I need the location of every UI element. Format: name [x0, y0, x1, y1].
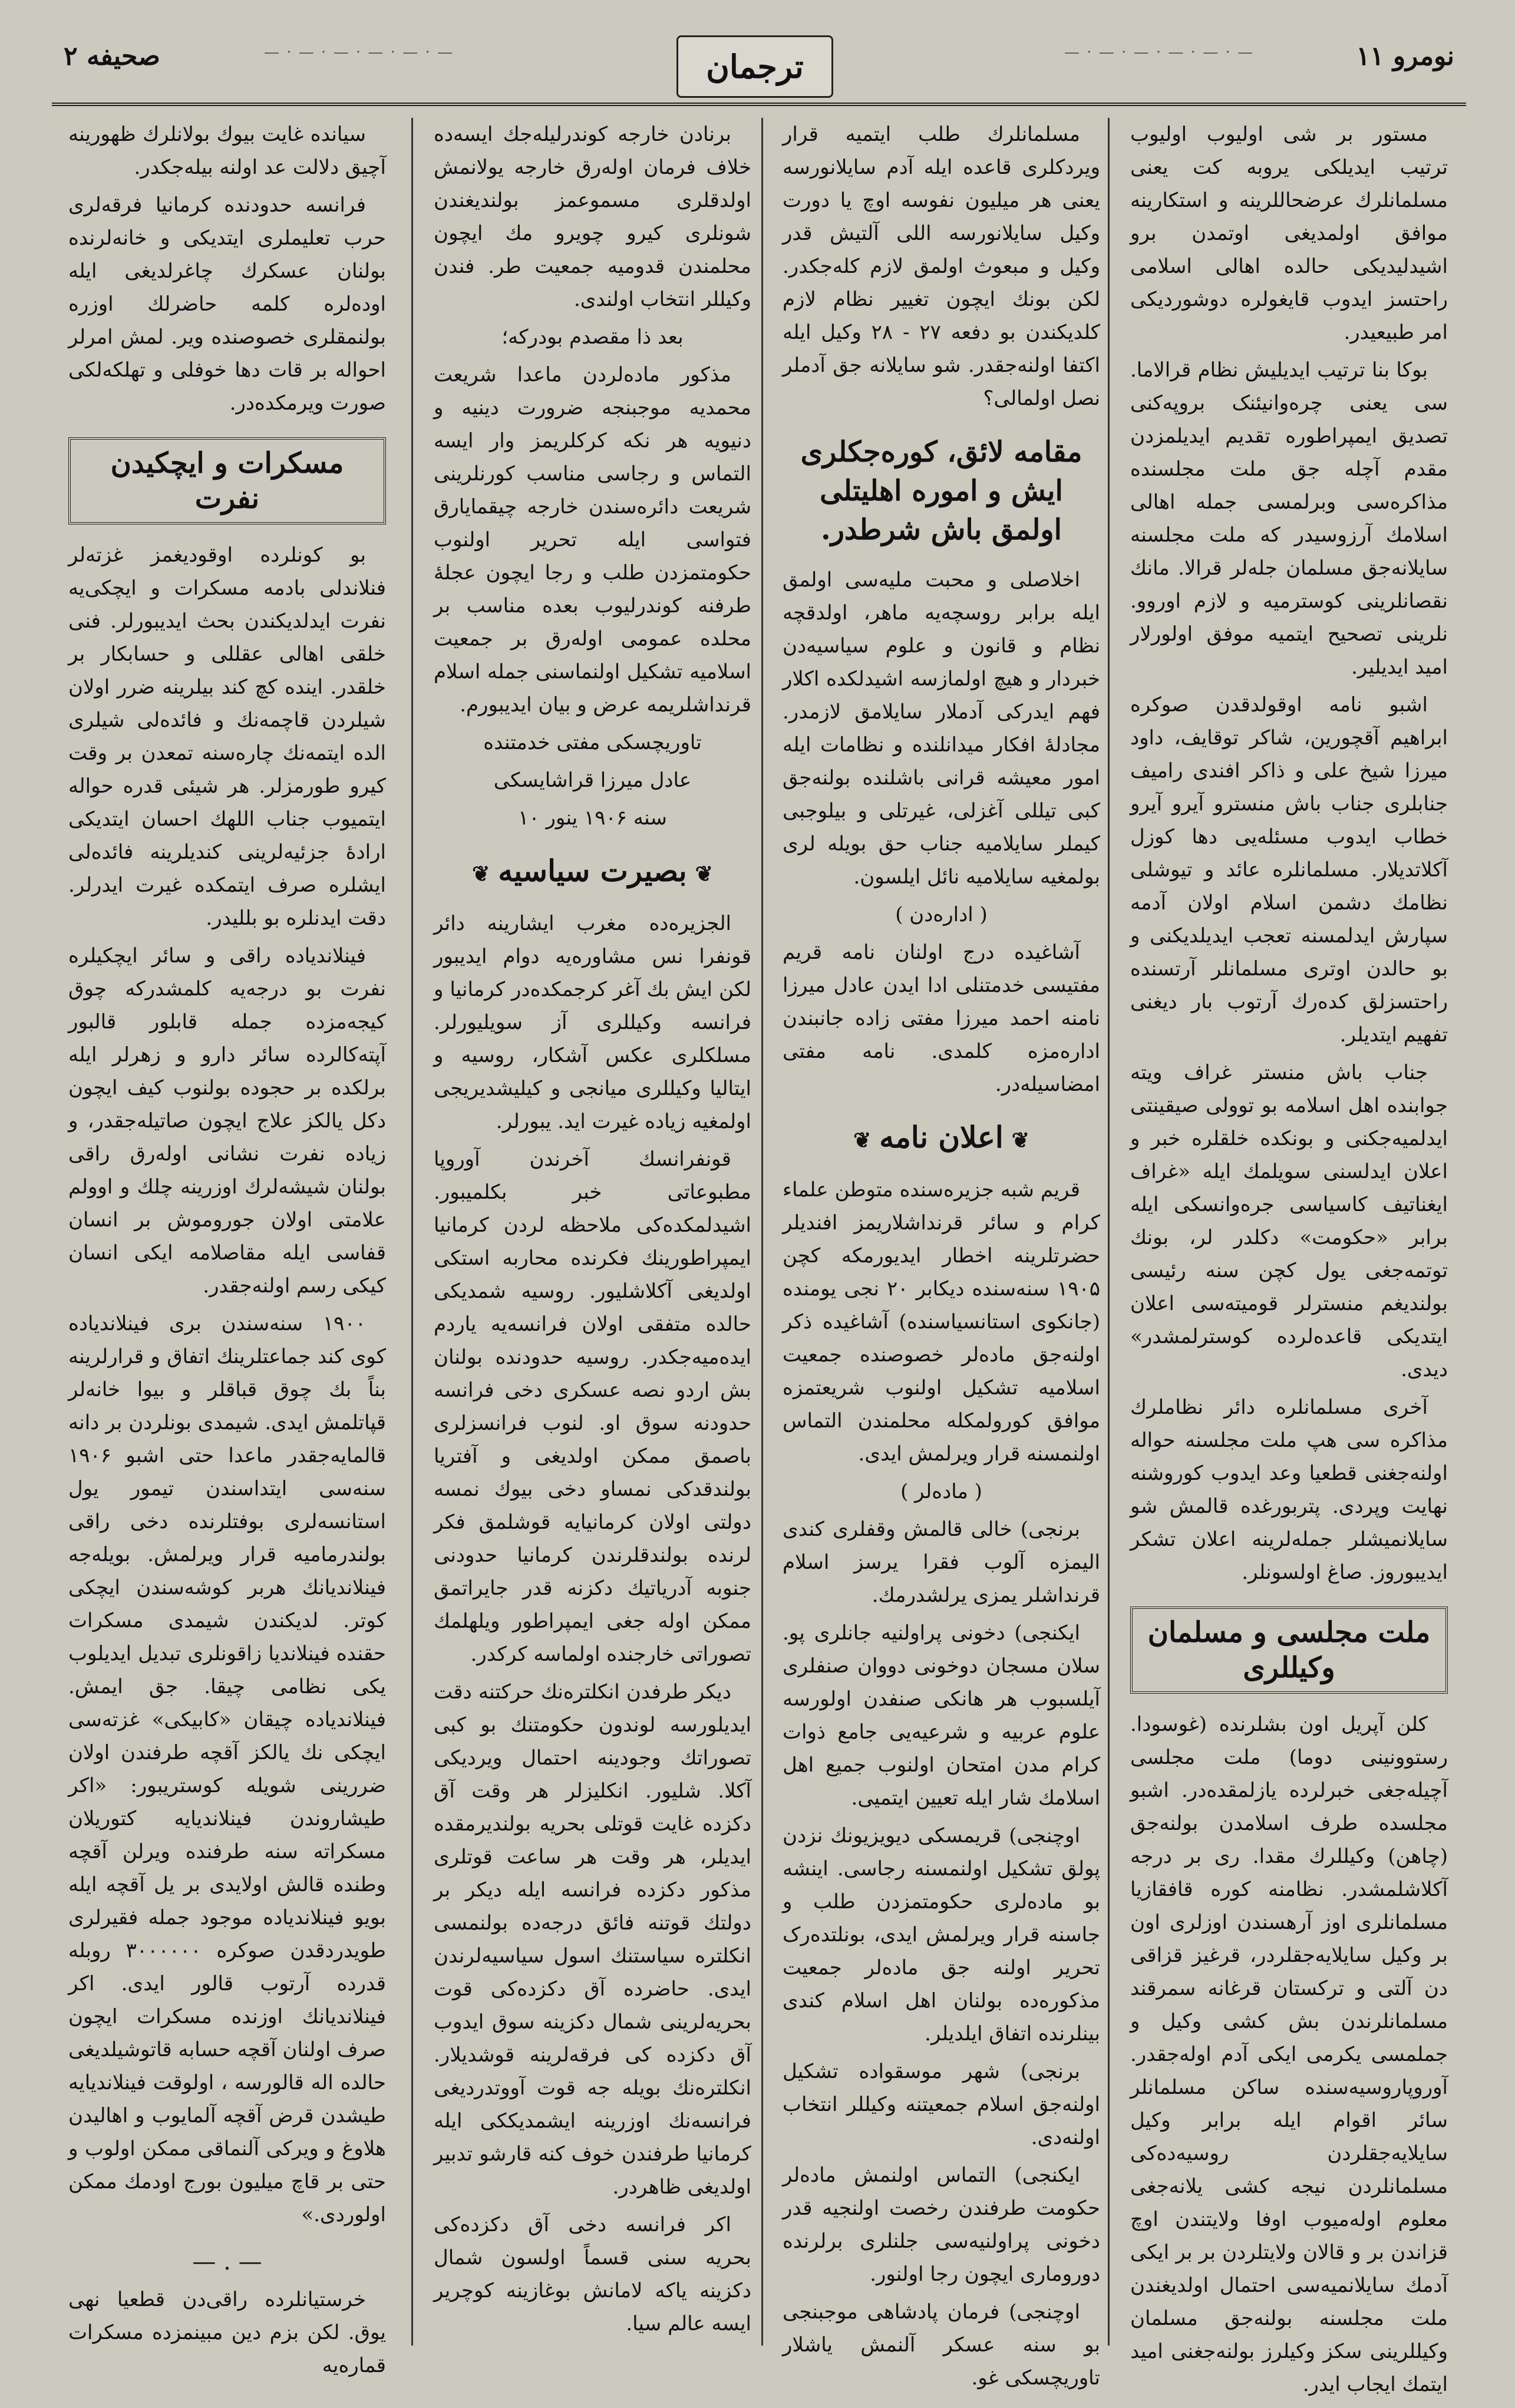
article-paragraph: دیکر طرفدن انکلتره‌نك حرکتنه دقت ایدیلورسه لوندون حکومتنك بو کبی تصوراتك وجودینه احتمال ویردیکی آکلا. شلیور. انکلیزلر هر وقت آق دکزده غایت قوتلی بحریه بولندیرمقده ایدیلر، هر وقت هر ساعت قوتلری مذکور دکزده فرانسه ایله دیکر بر دولتك قوتنه فائق درجه‌ده بولنمسی انکلتره سیاستنك اسول سیاسیه‌لرندن ایدی. حاضرده آق دکزده‌کی قوت بحریه‌لرینی شمال دکزینه سوق ایدوب آق دکزده کی فرقه‌لرینه قوشدیلار. انکلتره‌نك بویله جه قوت آووتدردیغی فرانسه‌نك اوزرینه ایشمدیککی ایله کرمانیا طرفندن خوف کنه قارشو تدبیر اولدیغی ظاهردر. — [434, 1680, 751, 2199]
article-paragraph: جناب باش منستر غراف ویته جوابنده اهل اسلامه بو توولی صیقینتی ایدلمیه‌جکنی و بونکده خلقلره خبر و اعلان ایدلسنی سویلمك ایله «غراف ایغناتیف کاسیاسی جره‌وانسکی ایله برابر «حکومت» دکلدر لر، بونك توتمه‌جغی یول کچن سنه رئیسی بولندیغم منسترلر قومیته‌سی اعلان ایتدیکی قاعده‌لرده کوسترلمشدر» دیدی. — [1130, 1061, 1448, 1381]
article-paragraph: الجزیره‌ده مغرب ایشارینه دائر قونفرا نس مشاوره‌یه دوام ایدیبور لکن ایش بك آغر کرجمکده‌در کرمانیا و فرانسه وکیللری آز سویلیورلر. مسلکلری عکس آشکار، روسیه و ایتالیا وکیللری میانجی و کیلیشدیریجی اولمغیه زیاده غیرت اید. یبورلر. — [434, 912, 751, 1133]
bold-heading: مقامه لائق، کوره‌جکلری ایش و اموره اهلیتلی اولمق باش شرطدر. — [800, 436, 1082, 546]
section-title-basiret-siyasiye — [434, 852, 751, 893]
page-number: صحیفه ۲ — [64, 41, 160, 71]
column-1 — [1125, 118, 1453, 2396]
article-paragraph: آشاغیده درج اولنان نامه قریم مفتیسی خدمتنلی ادا ایدن عادل میرزا نامنه احمد میرزا مفتی زاده جانبندن اداره‌مزه کلمدی. نامه مفتی امضاسیله‌در. — [783, 941, 1100, 1096]
masthead-decoration-right: — · — · — · — · — · — — [1064, 44, 1254, 61]
section-title-text: بصیرت سیاسیه — [498, 853, 687, 888]
article-paragraph: قریم شبه جزیره‌سنده متوطن علماء کرام و سائر قرنداشلاریمز افندیلر حضرتلرینه اخطار ایدیورمکه کچن ۱۹۰۵ سنه‌سنده دیکابر ۲۰ نجی یومنده (جانکوی استانسیاسنده) آشاغیده ذکر اولنه‌جق ماده‌لر خصوصنده جمعیت اسلامیه تشکیل اولنوب شریعتمزه موافق کورولمکله محلمندن التماس اولنمسنه قرار ویرلمش ایدی. — [783, 1178, 1100, 1466]
article-paragraph: آخری مسلمانلره دائر نظاملرك مذاکره سی هپ ملت مجلسنه حواله اولنه‌جغنی قطعیا وعد ایدوب کوروشنه نهایت وپردی. پتربورغده قالمش شو سایلانمیشلر جمله‌لرینه اعلان تشکر ایدیبوروز. صاغ اولسونلر. — [1130, 1396, 1448, 1584]
article-paragraph: اکر فرانسه دخی آق دکزده‌کی بحریه سنی قسماً اولسون شمال دکزینه یاکه لامانش بوغازینه کوچریر ایسه عالم سیا. — [434, 2213, 751, 2336]
subheading-maddeler: ( ماده‌لر ) — [900, 1480, 982, 1503]
signature-title: تاوریچسکی مفتی خدمتنده — [483, 731, 702, 754]
column-2 — [778, 118, 1105, 2390]
ornament-icon: ❦ — [695, 862, 713, 886]
ornament-icon: ❦ — [472, 862, 490, 886]
section-title-millet-meclisi: ملت مجلسی و مسلمان وکیللری — [1130, 1607, 1448, 1694]
article-paragraph: ۱۹۰۰ سنه‌سندن بری فینلاندیاده کوی کند جماعتلرینك اتفاق و قرارلرینه بناً بك چوق قباقلر و بیوا خانه‌لر قپاتلمش ایدی. شیمدی بونلردن بر دانه قالمایه‌جقدر ماعدا حتی اشبو ۱۹۰۶ سنه‌سی ایتداسندن تیمور یول استانسه‌لری بوفتلرنده دخی راقی بولندرمامیه قرار ویرلمش. بویله‌جه فینلاندیانك هربر کوشه‌سندن ایچکی کوتر. لدیکندن شیمدی مسکرات حقنده فینلاندیا زاقونلری تبدیل ایدیلوب یکی نظامی چیقا. جق ایمش. فینلاندیاده چیقان «کابیکی» غزته‌سی ایچکی نك یالکز آقچه طرفندن اولان ضررینی شویله کوستریبور: «اکر طیشاروندن فینلاندیایه کتوریلان مسکراته سنه طرفنده ویرلن آقچه وطنده قالش اولایدی بر یل آقچه ایله بویو فینلاندیاده موجود جمله فقیرلری طویدردقدن صوکره ۳۰۰۰۰۰۰ روبله قدرده آرتوب قالور ایدی. اکر فینلاندیانك اوزنده مسکرات ایچون صرف اولنان آقچه حسابه قاتوشیلدیغی حالده اله قالورسه ، اولوقت فینلاندیایه طیشدن قرض آقچه آلمایوب و اهالیدن هلاوغ و ویرکی آلنماقی ممکن اولوب و حتی بر قاچ میلیون بورج اودمك ممکن اولوردی.» — [68, 1312, 386, 2226]
list-item: ایکنجی) دخونی پراولنیه جانلری پو. سلان مسجان دوخونی دووان صنفلری آیلسبوب هر هانکی صنفدن اولورسه علوم عربیه و شرعیه‌یی جامع ذوات کرام مدن امتحان اولنوب جمیع اهل اسلامك شار ایله تعیین ایتمیی. — [783, 1621, 1100, 1810]
editorial-note: ( اداره‌دن ) — [895, 903, 988, 926]
column-4 — [64, 118, 391, 2377]
article-paragraph: مستور بر شی اولیوب اولیوب ترتیب ایدیلکی یروبه کت یعنی مسلمانلرك عرضحاللرینه و استکارینه موافق اولمدیغی اوتمدن برو اشیدلیدیکی حالده اهالی اسلامی راحتسز ایدوب قایغولره دوشوردیکی امر طبیعیدر. — [1130, 123, 1448, 344]
list-item: اوچنجی) فرمان پادشاهی موجبنجی بو سنه عسکر آلنمش یاشلار تاوریچسکی غو. — [783, 2300, 1100, 2390]
column-3 — [429, 118, 756, 2357]
article-paragraph: فرانسه حدودنده کرمانیا فرقه‌لری حرب تعلیملری ایتدیکی و خانه‌لرنده بولنان عسکرك چاغرلدیغی ایله اوده‌لره کلمه حاضرلك اوزره بولنمقلری خصوصنده ویر. لمش امرلر احواله بر قات دها خوفلی و تهلکه‌لکی صورت ویرمکده‌در. — [68, 193, 386, 415]
list-item: برنجی) شهر موسقواده تشکیل اولنه‌جق اسلام جمعیتنه وکیللر انتخاب اولنه‌دی. — [783, 2060, 1100, 2149]
section-title-muskirat: مسکرات و ایچکیدن نفرت — [68, 437, 386, 525]
article-paragraph: کلن آپریل اون بشلرنده (غوسودا. رستوونینی دوما) ملت مجلسی آچیله‌جغی خبرلرده یازلمقده‌در. اشبو مجلسده طرف اسلامدن بولنه‌جق (چاهن) وکیللرك مقدا. ری بر درجه آکلاشلمشدر. نظامنه کوره قافقازیا مسلمانلری اوز آرهسندن اوزلری اون بر وکیل سایلایه‌جقلردر، قرغیز قزاقی دن آلتی و ترکستان قرغانه سمرقند مسلمانلرندن بش کشی وکیل و جملمسی یکرمی ایکی آدم اوله‌جقدر. آوروپاروسیه‌سنده ساکن مسلمانلر سائر اقوام ایله برابر وکیل سایلایه‌جقلردن روسیه‌ده‌کی مسلمانلردن نیجه کشی یلانه‌جغی معلوم اوله‌میوب اوفا ولایتندن اوچ قزاندن بر و قالان ولایتلردن بر بر ایکی آدمك سایلانمیه‌سی احتمال اولدیغندن ملت مجلسنه بولنه‌جق مسلمان وکیللرینی سکز وکیلرز بولنه‌جغنی امید ایتمك ایجاب ایدر. — [1130, 1713, 1448, 2396]
article-paragraph: سیانده غایت بیوك بولانلرك ظهورینه آچیق دلالت عد اولنه بیله‌جکدر. — [68, 123, 386, 179]
section-title-ilan-name — [783, 1119, 1100, 1159]
column-rule — [761, 118, 763, 2346]
issue-number: نومرو ١١ — [1356, 41, 1454, 71]
article-paragraph: بوکا بنا ترتیب ایدیلیش نظام قرالاما. سی یعنی چره‌وانیئنک بروپه‌کنی تصدیق ایمپراطوره تقدیم ایدیلمزدن مقدم آچله جق ملت مجلسنده مذاکره‌سی وبرلمسی جمله اهالی اسلامك آرزوسیدر که ملت مجلسنه سایلانه‌جق مسلمان جله‌لر قرالا. مانك نقصانلرینی کوسترمیه و لازم اوروو. نلرینی تصحیح ایتمیه موفق اولورلار امید ایدیلیر. — [1130, 358, 1448, 679]
column-rule — [411, 118, 413, 2346]
article-paragraph: اخلاصلی و محبت ملیه‌سی اولمق ایله برابر روسچه‌یه ماهر، اولدقچه نظام و قانون و علوم سیاسیه‌دن خبردار و هیچ اولمازسه اشیدلکده اکلار فهم ایدرکی آدملار سایلامق لازمدر. مجادلهٔ افکار میدانلنده و نظامات ایله امور معیشه قرانی باشلنده بولنه‌جق کبی تیللی آغزلی، غیرتلی و بیلوجبی کیملر سایلامیه جناب حق بویله لری بولمغیه سایلامیه نائل ایلسون. — [783, 568, 1100, 889]
ornament-icon: ❦ — [1011, 1128, 1029, 1153]
separator: — . — — [192, 2248, 262, 2275]
signature-name: عادل میرزا قراشایسکی — [493, 768, 692, 792]
article-paragraph: برنادن خارجه کوندرلیله‌جك ایسه‌ده خلاف فرمان اوله‌رق خارجه یولانمش اولدقلری مسموعمز بولندیغندن شونلری کیرو چویرو مك ایچون محلمندن قدومیه جمعیت طر. فندن وکیللر انتخاب اولندی. — [434, 123, 751, 311]
list-item: ایکنجی) التماس اولنمش ماده‌لر حکومت طرفندن رخصت اولنجیه قدر دخونی پراولنیه‌سی جلنلری برلرنده دوروماری ایچون رجا اولنور. — [783, 2163, 1100, 2286]
article-paragraph: مسلمانلرك طلب ایتمیه قرار ویردکلری قاعده ایله آدم سایلانورسه یعنی هر میلیون نفوسه اوچ یا دورت وکیل سایلانورسه اللی آلتیش قدر وکیل و مبعوث اولمق لازم کله‌جکدر. لکن بونك ایچون تغییر نظام لازم کلدیکندن بو دفعه ۲۷ - ۲۸ وکیل ایله اکتفا اولنه‌جقدر. شو سایلانه جق آدملر نصل اولمالی؟ — [783, 123, 1101, 410]
column-rule — [1108, 118, 1110, 2346]
article-paragraph: اشبو نامه اوقولدقدن صوکره ابراهیم آقچورین، شاکر توقایف، داود میرزا شیخ علی و ذاکر افندی رامیف جنابلری جناب باش منسترو آیرو آیرو خطاب ایدوب مسئله‌یی دها کوزل آکلاتدیلار. مسلمانلره عائد و تیوشلی نظامك دشمن اسلام اولان آدمه سپارش ایدلمسنه تعجب ایدیلدیکنی و بو حالدن اوتری مسلمانلر آرتسنده راحتسزلق کده‌رك آرتوب بار دیغنی تفهیم ایتدیلر. — [1130, 693, 1448, 1047]
masthead-decoration-left: — · — · — · — · — · — — [264, 44, 454, 61]
article-date: سنه ۱۹۰۶ ینور ۱۰ — [518, 806, 667, 830]
paper-title: ترجمان — [676, 35, 833, 98]
ornament-icon: ❦ — [853, 1128, 872, 1153]
list-item: برنجی) خالی قالمش وقفلری کندی الیمزه آلوب فقرا یرسز اسلام قرنداشلر یمزی یرلشدرمك. — [783, 1518, 1100, 1607]
masthead — [52, 35, 1466, 106]
list-item: اوچنجی) قریمسکی دیویزیونك نزدن پولق تشکیل اولنمسنه رجاسی. اینشه بو ماده‌لری حکومتمزدن طلب و جاسنه قرار ویرلمش ایدی، بونلتده‌رک تحریر اولنه جق ماده‌لر جمعیت مذکوره‌ده بولنان اهل اسلام کندی بینلرنده اتفاق ایلدیلر. — [783, 1824, 1100, 2046]
article-paragraph: قونفرانسك آخرندن آوروپا مطبوعاتی خبر بکلمیبور. اشیدلمکده‌کی ملاحظه لردن کرمانیا ایمپراطورینك فکرنده محاربه استکی اولدیغی آکلاشلیور. روسیه شمدیکی حالده متفقی اولان فرانسه‌یه یاردم ایده‌میه‌جکدر. روسیه حدودنده بولنان بش اردو نصه عسکری دخی فرانسه حدودنه سوق او. لنوب فرانسزلری باصمق ممکن اولدیغی و آفتریا بولندقدکی نمساو دخی بیوك نمسه دولتی اولان کرمانیایه قوشلمق فکر لرنده بولندقلرندن کرمانیا حدودنی جنوبه آدریاتیك دکزنه قدر جایراتمق ممکن اوله جغی ایمپراطور ویلهلمك تصوراتی خارجنده اولماسه کرکدر. — [434, 1147, 751, 1666]
section-title-text: اعلان نامه — [879, 1120, 1004, 1154]
article-paragraph: بو کونلرده اوقودیغمز غزته‌لر فنلاندلی بادمه مسکرات و ایچکی‌یه نفرت ایدلدیکندن بحث ایدیبورلر. فنی خلقی اهالی عقللی و حسابکار بر خلقدر. اینده کچ کند بیلرینه ضرر اولان شیلردن قاچمه‌نك و فائده‌لی شیلری الده ایتمه‌نك چاره‌سنه تمعدن بر وقت کیرو طورمزلر. هر شیئی قدره حواله ایتمیوب جناب اللهك احسان ایتدیکی ارادهٔ جزئیه‌لرینی کندیلرینه فائده‌لی ایشلره صرف ایتمکده غیرت ایدرلر. دقت ایدنلره بو بللیدر. — [68, 543, 386, 930]
article-line: بعد ذا مقصدم بودرکه؛ — [501, 325, 684, 349]
article-paragraph: خرستیانلرده راقی‌دن قطعیا نهی یوق. لکن بزم دین مبینمزده مسکرات قماره‌یه — [68, 2288, 386, 2377]
article-paragraph: فینلاندیاده راقی و سائر ایچکیلره نفرت بو درجه‌یه کلمشدرکه چوق کیجه‌مزده جمله قابلور قالبور آپته‌کالرده سائر دارو و زهرلر ایله برلکده بر حجوده بولنوب کیف ایچون دکل یالکز علاج ایچون صاتیله‌جقدر، و زیاده نفرت نشانی اوله‌رق راقی بولنان شیشه‌لرك اوزرینه چلك و اوولم علامتی اولان جوروموش بر انسان قفاسی ایله مقاصلامه ایکی انسان کیکی رسم اولنه‌جقدر. — [68, 944, 386, 1298]
article-paragraph: مذکور ماده‌لردن ماعدا شریعت محمدیه موجبنجه ضرورت دینیه و دنیویه هر نکه کرکلریمز وار ایسه التماس و رجاسی مناسب کورنلرینی شریعت دائره‌سندن خارجه چیقمایارق فتواسی ایله تحریر اولنوب حکومتمزدن طلب و رجا ایچون عجلهٔ طرفنه کوندرلیوب بعده مناسب بر محلده عمومی اوله‌رق بر جمعیت اسلامیه تشکیل اولنماسنی جمله اسلام قرنداشلریمه عرض و بیان ایدیبورم. — [434, 363, 751, 717]
